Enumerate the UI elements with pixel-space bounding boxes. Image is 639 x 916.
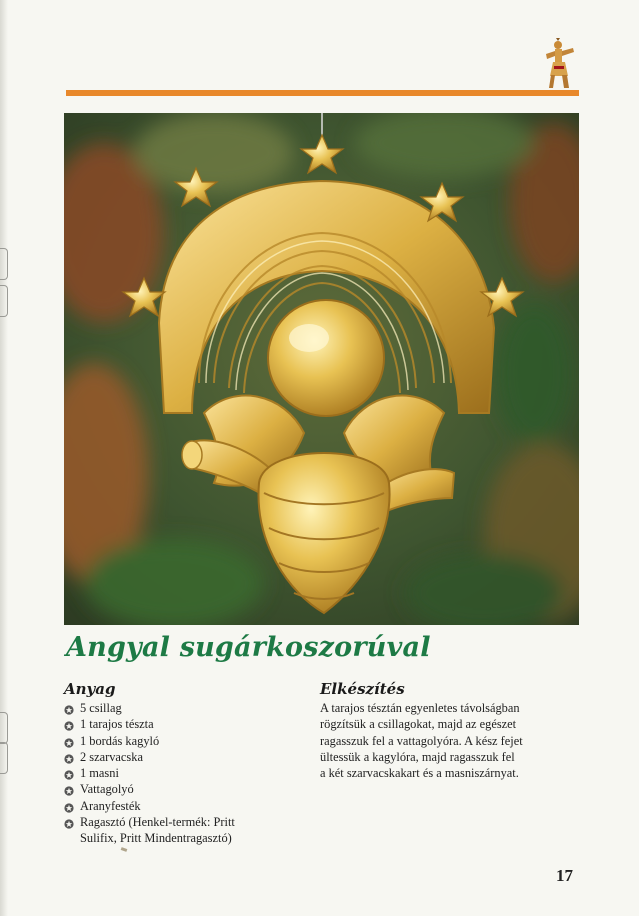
directions-section [320,680,582,781]
directions-line: ragasszuk fel a vattagolyóra. A kész fejet [320,733,523,748]
directions-line: a két szarvacskakart és a masniszárnyat. [320,766,519,781]
material-text: Aranyfesték [80,798,141,813]
flower-bullet-icon [64,801,74,811]
flower-bullet-icon [64,736,74,746]
list-item [64,749,314,765]
material-text: Ragasztó (Henkel-termék: Pritt [80,815,235,830]
materials-list [64,700,314,847]
material-text: 2 szarvacska [80,749,143,764]
ornament-photo [64,113,579,625]
print-speck [121,847,128,852]
material-text: Vattagolyó [80,782,134,797]
list-item [64,781,314,797]
list-item [64,716,314,732]
flower-bullet-icon [64,719,74,729]
directions-heading: Elkészítés [320,680,405,698]
directions-line: ültessük a kagylóra, majd ragasszuk fel [320,749,515,764]
list-item [64,733,314,749]
materials-section [64,680,314,847]
list-item [64,798,314,814]
flower-bullet-icon [64,784,74,794]
binding-hole [0,712,8,744]
flower-bullet-icon [64,817,74,827]
recipe-title: Angyal sugárkoszorúval [66,632,431,663]
list-item [64,814,314,847]
list-item [64,700,314,716]
directions-line: rögzítsük a csillagokat, majd az egészet [320,717,517,732]
binding-hole [0,248,8,280]
binding-hole [0,285,8,317]
material-text: 1 bordás kagyló [80,733,160,748]
directions-text [320,700,582,781]
material-text: 1 masni [80,766,119,781]
materials-heading: Anyag [64,680,116,698]
material-text-continued: Sulifix, Pritt Mindentragasztó) [80,831,232,846]
flower-bullet-icon [64,768,74,778]
straw-angel-figure-icon [543,36,577,90]
binding-hole [0,742,8,774]
page-number: 17 [556,866,573,885]
page-edge [0,0,8,916]
orange-divider-rule [66,90,579,96]
flower-bullet-icon [64,703,74,713]
directions-line: A tarajos tésztán egyenletes távolságban [320,701,520,715]
flower-bullet-icon [64,752,74,762]
material-text: 1 tarajos tészta [80,717,154,732]
material-text: 5 csillag [80,701,122,715]
list-item [64,765,314,781]
